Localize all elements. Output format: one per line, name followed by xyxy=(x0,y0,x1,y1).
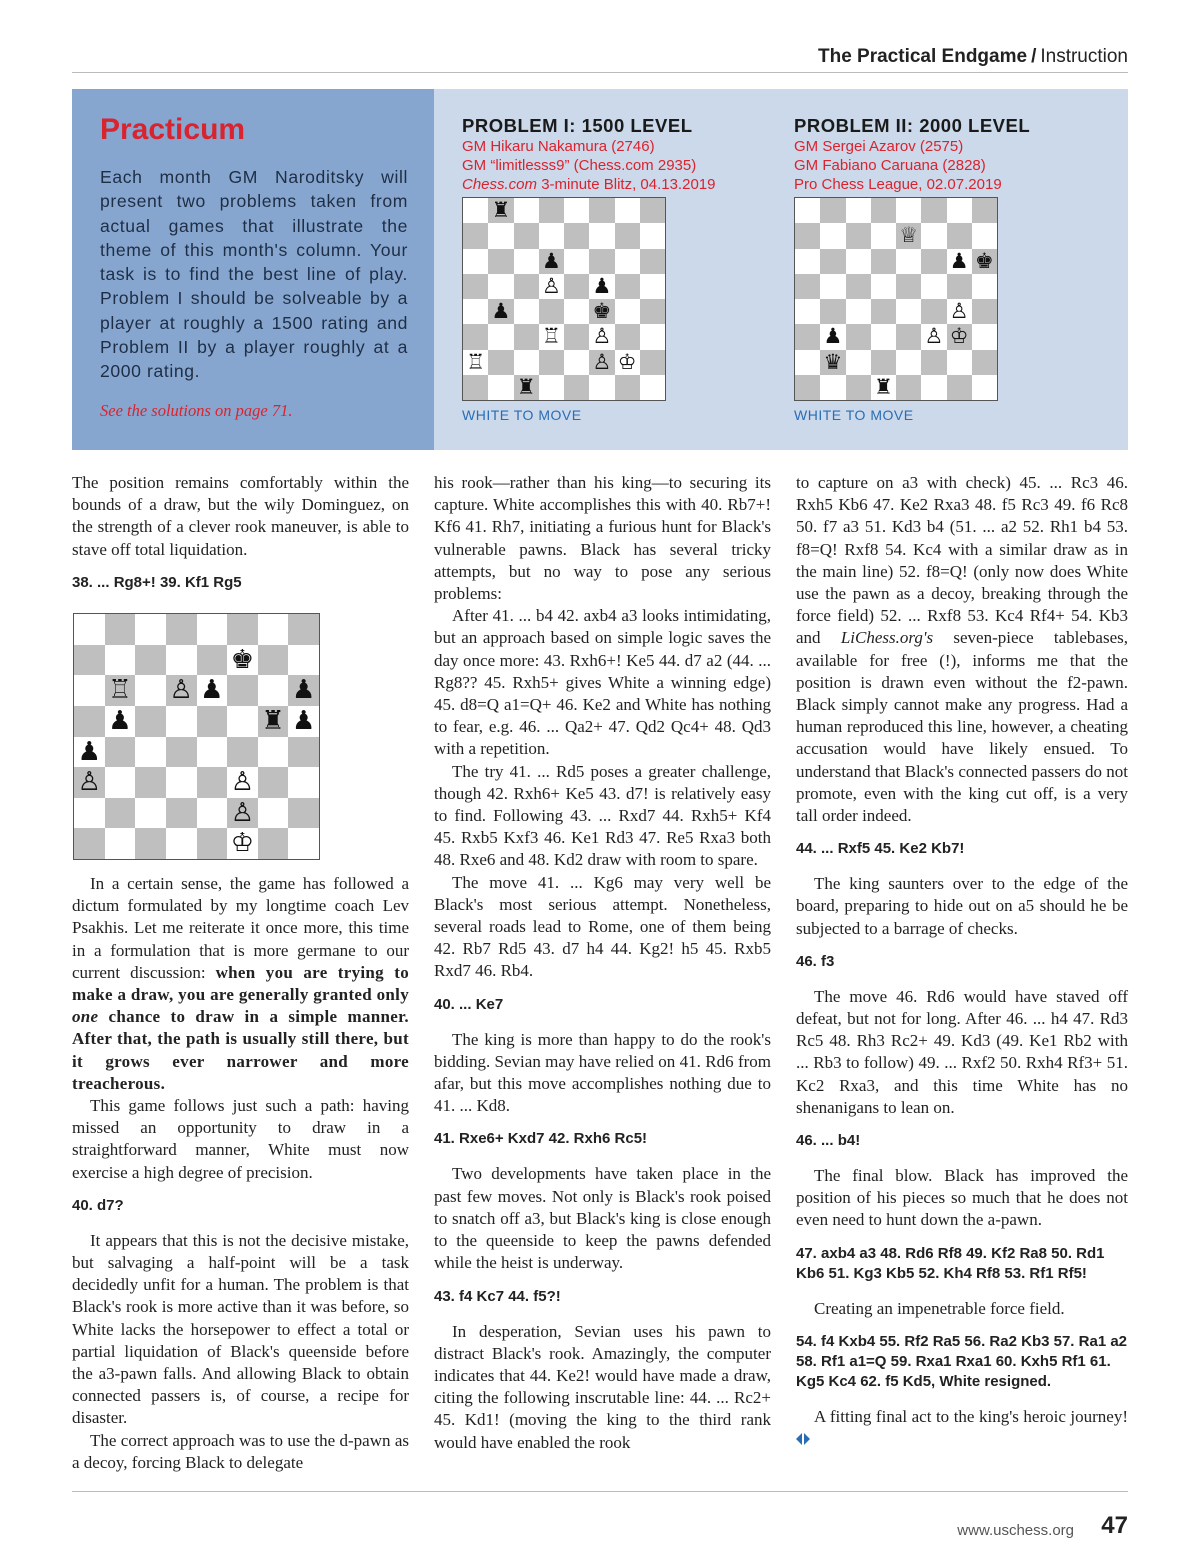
board-square xyxy=(640,350,665,375)
board-square xyxy=(166,614,197,645)
paragraph: The final blow. Black has improved the position of his pieces so much that he does not even need to hunt down the a-pawn. xyxy=(796,1166,1128,1230)
board-square xyxy=(514,274,539,299)
board-square xyxy=(972,274,997,299)
dictum-part: chance to draw in a simple manner. After that, the path is usually still there, but it grows ever narrower and more treacherous. xyxy=(72,1007,409,1093)
board-square xyxy=(947,223,972,248)
board-square xyxy=(74,675,105,706)
chess-piece-d1: ♜ xyxy=(873,374,893,399)
move-heading: 38. ... Rg8+! 39. Kf1 Rg5 xyxy=(72,573,242,591)
chess-piece-d6: ♙ xyxy=(169,675,193,706)
board-square xyxy=(514,223,539,248)
board-square xyxy=(135,645,166,676)
board-square xyxy=(488,274,513,299)
board-square xyxy=(564,299,589,324)
chess-piece-g4: ♙ xyxy=(949,299,969,323)
board-square xyxy=(795,299,820,324)
board-square xyxy=(463,324,488,349)
board-square xyxy=(921,274,946,299)
chess-piece-e7: ♕ xyxy=(899,223,919,248)
move-heading: 44. ... Rxf5 45. Ke2 Kb7! xyxy=(796,840,965,858)
board-square xyxy=(896,198,921,223)
position-diagram xyxy=(73,613,320,860)
problem-1-black: GM “limitlesss9” (Chess.com 2935) xyxy=(462,157,697,174)
board-square xyxy=(640,324,665,349)
board-square xyxy=(227,737,258,768)
board-square xyxy=(947,375,972,400)
chess-piece-b3: ♟ xyxy=(823,324,843,349)
board-square xyxy=(589,375,614,400)
board-square xyxy=(105,614,136,645)
board-square xyxy=(105,767,136,798)
board-square xyxy=(921,375,946,400)
board-square xyxy=(105,737,136,768)
board-square xyxy=(197,767,228,798)
board-square xyxy=(488,350,513,375)
page-footer xyxy=(72,1491,1128,1539)
board-square xyxy=(640,249,665,274)
board-square xyxy=(105,645,136,676)
board-square xyxy=(135,614,166,645)
board-square xyxy=(896,324,921,349)
board-square xyxy=(871,324,896,349)
board-square xyxy=(105,798,136,829)
board-square xyxy=(258,675,289,706)
board-square xyxy=(166,828,197,859)
problem-2-to-move: WHITE TO MOVE xyxy=(794,407,914,423)
column-title: The Practical Endgame xyxy=(817,46,1028,67)
paragraph-text: to capture on a3 with check) 45. ... Rc3 46. Rxh5 Kb6 47. Ke2 Rxa3 48. f5 Rc3 49. f6 Rc8 50. f7 a3 51. Kd3 b4 (51. ... a2 52. Rh1 b4 53. f8=Q! Rxf8 54. Kc4 with a similar draw as in the main line) 52. f8=Q! (only now does White use the pawn as a decoy, breaking through the force field) 52. ... Rxf8 53. Kc4 Rf4+ 54. Kb3 and xyxy=(796,473,1128,648)
board-square xyxy=(820,249,845,274)
chess-piece-b2: ♛ xyxy=(823,349,843,374)
board-square xyxy=(921,249,946,274)
board-square xyxy=(795,249,820,274)
board-square xyxy=(615,299,640,324)
chess-piece-d6: ♟ xyxy=(541,248,561,273)
board-square xyxy=(615,249,640,274)
board-square xyxy=(227,614,258,645)
board-square xyxy=(197,798,228,829)
board-square xyxy=(615,274,640,299)
board-square xyxy=(258,614,289,645)
board-square xyxy=(615,375,640,400)
board-square xyxy=(972,299,997,324)
site-name: LiChess.org's xyxy=(840,628,934,648)
chess-piece-f3: ♙ xyxy=(592,324,612,349)
chess-piece-f2: ♙ xyxy=(592,349,612,374)
board-square xyxy=(197,828,228,859)
problem-2-board xyxy=(794,197,998,401)
paragraph: The position remains comfortably within the bounds of a draw, but the wily Dominguez, on the strength of a clever rook maneuver, is able to stave off total liquidation. xyxy=(72,473,409,559)
chess-piece-b6: ♖ xyxy=(108,675,132,706)
board-square xyxy=(589,223,614,248)
board-square xyxy=(258,767,289,798)
paragraph-text: A fitting final act to the king's heroic journey! xyxy=(814,1406,1128,1426)
board-square xyxy=(564,249,589,274)
board-square xyxy=(795,198,820,223)
column-1-continued xyxy=(72,873,409,1474)
board-square xyxy=(74,828,105,859)
chess-piece-g6: ♟ xyxy=(949,248,969,273)
board-square xyxy=(846,223,871,248)
board-square xyxy=(135,828,166,859)
practicum-body: Each month GM Naroditsky will present two problems taken from actual games that illustrate the theme of this month's column. Your task is to find the best line of play. Problem I should be solveable by a player at roughly a 1500 rating and Problem II by a player roughly at a 2000 rating. xyxy=(100,167,408,382)
column-1 xyxy=(72,472,409,607)
end-of-article-icon xyxy=(796,1433,810,1445)
practicum-box xyxy=(72,89,434,450)
move-heading: 47. axb4 a3 48. Rd6 Rf8 49. Kf2 Ra8 50. Rd1 Kb6 51. Kg3 Kb5 52. Kh4 Rf8 53. Rf1 Rf5! xyxy=(796,1244,1105,1282)
board-square xyxy=(640,223,665,248)
chess-piece-g2: ♔ xyxy=(617,349,637,374)
board-square xyxy=(197,645,228,676)
board-square xyxy=(514,249,539,274)
board-square xyxy=(463,223,488,248)
board-square xyxy=(846,324,871,349)
problem-1 xyxy=(462,115,782,194)
board-square xyxy=(820,299,845,324)
board-square xyxy=(871,299,896,324)
chess-piece-f3: ♙ xyxy=(924,324,944,349)
board-square xyxy=(74,614,105,645)
board-square xyxy=(258,737,289,768)
paragraph: This game follows just such a path: having missed an opportunity to draw in a straightforward manner, White must now exercise a high degree of precision. xyxy=(72,1096,409,1182)
board-square xyxy=(564,198,589,223)
board-square xyxy=(972,198,997,223)
chess-piece-h6: ♟ xyxy=(292,675,316,706)
board-square xyxy=(166,706,197,737)
board-square xyxy=(846,198,871,223)
paragraph: The try 41. ... Rd5 poses a greater challenge, though 42. Rxh6+ Ke5 43. d7! is relatively easy to find. Following 43. ... Rxd7 44. Rxh5+ Kf4 45. Rxb5 Kxf3 46. Ke1 Rd3 47. Re5 Rxa3 both 48. Rxe6 and 48. Kd2 draw with room to spare. xyxy=(434,761,771,870)
board-square xyxy=(615,223,640,248)
website-url[interactable]: www.uschess.org xyxy=(957,1522,1074,1539)
board-square xyxy=(846,350,871,375)
board-square xyxy=(514,324,539,349)
chess-piece-b4: ♟ xyxy=(491,299,511,323)
move-heading: 46. ... b4! xyxy=(796,1132,861,1150)
dictum-part: when you are trying to make a draw, you are generally granted only xyxy=(72,962,409,1005)
problem-1-board xyxy=(462,197,666,401)
board-square xyxy=(488,324,513,349)
chess-piece-f2: ♙ xyxy=(230,797,255,828)
move-heading: 40. ... Ke7 xyxy=(434,995,504,1013)
board-square xyxy=(135,675,166,706)
board-square xyxy=(615,324,640,349)
chess-piece-b5: ♟ xyxy=(108,705,132,736)
chess-piece-c1: ♜ xyxy=(516,374,536,399)
chess-piece-a3: ♙ xyxy=(77,767,101,798)
move-heading: 40. d7? xyxy=(72,1196,124,1214)
paragraph: The king is more than happy to do the rook's bidding. Sevian may have relied on 41. Rd6 from afar, but this move accomplishes nothing due to 41. ... Kd8. xyxy=(434,1029,771,1116)
problem-1-title: PROBLEM I: 1500 LEVEL xyxy=(462,115,693,136)
page-header xyxy=(72,44,1128,73)
board-square xyxy=(564,223,589,248)
board-square xyxy=(921,223,946,248)
board-square xyxy=(820,375,845,400)
move-heading: 43. f4 Kc7 44. f5?! xyxy=(434,1287,561,1305)
board-square xyxy=(258,798,289,829)
board-square xyxy=(166,737,197,768)
board-square xyxy=(135,798,166,829)
board-square xyxy=(795,274,820,299)
chess-piece-g5: ♜ xyxy=(261,705,285,736)
board-square xyxy=(871,350,896,375)
board-square xyxy=(820,274,845,299)
board-square xyxy=(105,828,136,859)
board-square xyxy=(564,375,589,400)
column-3 xyxy=(796,472,1128,1450)
paragraph: The move 46. Rd6 would have staved off defeat, but not for long. After 46. ... h4 47. Rd3 Rc5 48. Rh3 Rc2+ 49. Kd3 (49. Ke1 Rb2 with ... Rb3 to follow) 49. ... Rxf2 50. Rxh4 Rf3+ 51. Kc2 Rxa3, and this time White has no shenanigans to lean on. xyxy=(796,986,1128,1117)
board-square xyxy=(896,249,921,274)
paragraph: It appears that this is not the decisive mistake, but salvaging a half-point will be a task decidedly unfit for a human. The problem is that Black's rook is more active than it was before, so White lacks the horsepower to effect a total or partial liquidation of Black's queenside before the a3-pawn falls. And allowing Black to obtain connected passers is, of course, a recipe for disaster. xyxy=(72,1230,409,1428)
problem-1-to-move: WHITE TO MOVE xyxy=(462,407,582,423)
chess-piece-b8: ♜ xyxy=(491,198,511,222)
board-square xyxy=(947,198,972,223)
chess-piece-e6: ♟ xyxy=(200,675,224,706)
paragraph xyxy=(796,1406,1128,1450)
board-square xyxy=(539,299,564,324)
board-square xyxy=(197,706,228,737)
board-square xyxy=(514,299,539,324)
dictum-emphasis: one xyxy=(72,1007,99,1027)
board-square xyxy=(846,274,871,299)
board-square xyxy=(288,737,319,768)
page-number: 47 xyxy=(1101,1512,1128,1539)
board-square xyxy=(871,223,896,248)
problems-panel xyxy=(434,89,1128,450)
board-square xyxy=(514,198,539,223)
problem-2-event: Pro Chess League, 02.07.2019 xyxy=(794,176,1002,193)
event-site: Chess.com xyxy=(462,176,538,193)
move-heading: 46. f3 xyxy=(796,952,835,970)
board-square xyxy=(514,350,539,375)
board-square xyxy=(640,299,665,324)
chess-piece-f5: ♟ xyxy=(592,273,612,298)
paragraph: In desperation, Sevian uses his pawn to distract Black's rook. Amazingly, the computer indicates that 44. Ke2! would have made a draw, citing the following inscrutable line: 44. ... Rc2+ 45. Kd1! (moving the king to the third rank would have enabled the rook xyxy=(434,1321,771,1452)
chess-piece-a4: ♟ xyxy=(77,736,101,767)
paragraph xyxy=(796,472,1128,827)
board-square xyxy=(197,614,228,645)
board-square xyxy=(539,198,564,223)
board-square xyxy=(640,274,665,299)
board-square xyxy=(197,737,228,768)
move-heading: 41. Rxe6+ Kxd7 42. Rxh6 Rc5! xyxy=(434,1130,648,1148)
board-square xyxy=(921,198,946,223)
board-square xyxy=(795,324,820,349)
chess-piece-f7: ♚ xyxy=(230,644,255,675)
board-square xyxy=(615,198,640,223)
board-square xyxy=(896,274,921,299)
board-square xyxy=(896,299,921,324)
paragraph xyxy=(72,873,409,1095)
board-square xyxy=(463,375,488,400)
board-square xyxy=(539,375,564,400)
board-square xyxy=(921,299,946,324)
paragraph-text: In a certain sense, the game has followed a dictum formulated by my longtime coach Lev Psakhis. Let me reiterate it once more, this time in a formulation that is more germane to our current discussion: xyxy=(72,874,409,982)
board-square xyxy=(488,375,513,400)
board-square xyxy=(972,350,997,375)
problem-1-white: GM Hikaru Nakamura (2746) xyxy=(462,138,655,155)
paragraph: his rook—rather than his king—to securing its capture. White accomplishes this with 40. Rb7+! Kf6 41. Rh7, initiating a furious hunt for Black's vulnerable pawns. Black has several tricky attempts, but no way to pose any serious problems: xyxy=(434,473,771,604)
board-square xyxy=(74,645,105,676)
board-square xyxy=(488,249,513,274)
board-square xyxy=(135,767,166,798)
board-square xyxy=(288,614,319,645)
board-square xyxy=(539,350,564,375)
board-square xyxy=(166,798,197,829)
paragraph: The correct approach was to use the d-pawn as a decoy, forcing Black to delegate xyxy=(72,1430,409,1472)
board-square xyxy=(564,324,589,349)
problem-1-event xyxy=(462,175,782,194)
chess-piece-d3: ♖ xyxy=(541,324,561,349)
board-square xyxy=(488,223,513,248)
chess-piece-f3: ♙ xyxy=(230,767,255,798)
column-2 xyxy=(434,472,771,1454)
board-square xyxy=(564,274,589,299)
problem-2-black: GM Fabiano Caruana (2828) xyxy=(794,157,986,174)
board-square xyxy=(288,828,319,859)
board-square xyxy=(463,299,488,324)
board-square xyxy=(846,375,871,400)
board-square xyxy=(795,350,820,375)
board-square xyxy=(288,798,319,829)
board-square xyxy=(640,198,665,223)
board-square xyxy=(947,274,972,299)
problem-2-white: GM Sergei Azarov (2575) xyxy=(794,138,964,155)
running-head xyxy=(818,46,1128,68)
paragraph: The king saunters over to the edge of the board, preparing to hide out on a5 should he be subjected to a barrage of checks. xyxy=(796,874,1128,938)
board-square xyxy=(896,375,921,400)
chess-piece-f1: ♔ xyxy=(230,828,255,859)
paragraph-text: seven-piece tablebases, available for free (!), informs me that the position is drawn even without the f2-pawn. Black simply cannot make any progress. Had a human reproduced this line, however, a cheating accusation would have likely ensued. To understand that Black's connected passers do not promote, even with the king cut off, is a very tall order indeed. xyxy=(796,628,1128,826)
practicum-title: Practicum xyxy=(100,113,246,146)
board-square xyxy=(288,645,319,676)
board-square xyxy=(972,375,997,400)
chess-piece-a2: ♖ xyxy=(466,349,486,374)
board-square xyxy=(640,375,665,400)
move-heading: 54. f4 Kxb4 55. Rf2 Ra5 56. Ra2 Kb3 57. Ra1 a2 58. Rf1 a1=Q 59. Rxa1 Rxa1 60. Kxh5 Rf1 61. Kg5 Kc4 62. f5 Kd5, White resigned. xyxy=(796,1332,1128,1390)
separator: / xyxy=(1031,46,1037,67)
board-square xyxy=(972,324,997,349)
board-square xyxy=(820,223,845,248)
board-square xyxy=(846,299,871,324)
board-square xyxy=(589,198,614,223)
board-square xyxy=(258,828,289,859)
board-square xyxy=(166,767,197,798)
board-square xyxy=(564,350,589,375)
board-square xyxy=(463,198,488,223)
chess-piece-g3: ♔ xyxy=(949,324,969,349)
chess-piece-f4: ♚ xyxy=(592,299,612,323)
chess-piece-h6: ♚ xyxy=(974,248,994,273)
board-square xyxy=(258,645,289,676)
problem-2-title: PROBLEM II: 2000 LEVEL xyxy=(794,115,1031,136)
board-square xyxy=(539,223,564,248)
event-details: 3-minute Blitz, 04.13.2019 xyxy=(537,176,716,193)
board-square xyxy=(74,706,105,737)
emphasized-dictum xyxy=(72,963,409,1093)
board-square xyxy=(871,249,896,274)
board-square xyxy=(921,350,946,375)
solutions-link[interactable]: See the solutions on page 71. xyxy=(100,401,293,420)
board-square xyxy=(795,375,820,400)
paragraph: Two developments have taken place in the past few moves. Not only is Black's rook poised to snatch off a3, but Black's king is close enough to the queenside to keep the pawns defended while the heist is underway. xyxy=(434,1164,771,1273)
board-square xyxy=(135,737,166,768)
board-square xyxy=(896,350,921,375)
board-square xyxy=(227,706,258,737)
board-square xyxy=(947,350,972,375)
board-square xyxy=(463,274,488,299)
paragraph: The move 41. ... Kg6 may very well be Black's most serious attempt. Nonetheless, several roads lead to Rome, one of them being 42. Rb7 Rd5 43. d7 h4 44. Kg2! h5 45. Rxb5 Rxd7 46. Rb4. xyxy=(434,872,771,981)
board-square xyxy=(227,675,258,706)
board-square xyxy=(871,198,896,223)
section-name: Instruction xyxy=(1040,46,1128,67)
board-square xyxy=(166,645,197,676)
board-square xyxy=(288,767,319,798)
paragraph: After 41. ... b4 42. axb4 a3 looks intimidating, but an approach based on simple logic saves the day once more: 43. Rxh6+! Ke5 44. d7 a2 (44. ... Rg8?? 45. Rxh5+ gives White a winning edge) 45. d8=Q a1=Q+ 46. Ke2 and White has nothing to fear, e.g. 46. ... Qa2+ 47. Qd2 Qc4+ 48. Qd3 with a repetition. xyxy=(434,606,771,759)
board-square xyxy=(795,223,820,248)
board-square xyxy=(972,223,997,248)
chess-piece-h5: ♟ xyxy=(292,705,316,736)
board-square xyxy=(589,249,614,274)
paragraph: Creating an impenetrable force field. xyxy=(814,1298,1065,1318)
board-square xyxy=(846,249,871,274)
chess-piece-d5: ♙ xyxy=(541,273,561,298)
board-square xyxy=(871,274,896,299)
problem-2 xyxy=(794,115,1114,194)
board-square xyxy=(135,706,166,737)
board-square xyxy=(820,198,845,223)
board-square xyxy=(463,249,488,274)
board-square xyxy=(74,798,105,829)
